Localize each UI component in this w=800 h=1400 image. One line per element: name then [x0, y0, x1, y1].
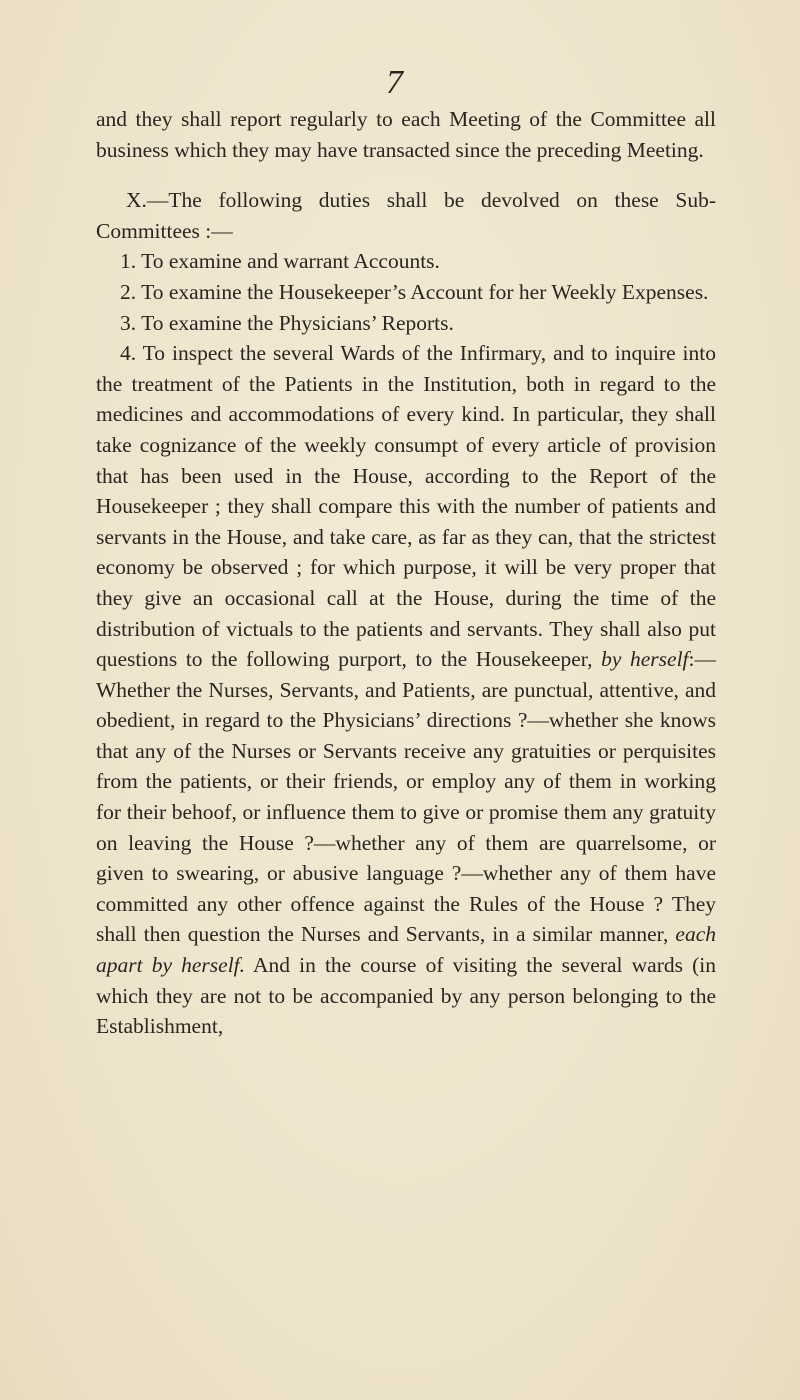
duty-item-4-text-c: And in the course of visiting the several wards (in which they are not to be accompanied by any person belonging to the Establishment, — [96, 953, 716, 1039]
duty-item-4-text-b: :—Whether the Nurses, Servants, and Patients, are punctual, attentive, and obedient, in regard to the Physicians’ directions ?—whether she knows that any of the Nurses or Servants receive any gratuities or perquisites from the patients, or their friends, or employ any of them in working for their behoof, or influence them to give or promise them any gratuity on leaving the House ?—whether any of them are quarrelsome, or given to swearing, or abusive language ?—whether any of them have committed any other offence against the Rules of the House ? They shall then question the Nurses and Servants, in a similar manner, — [96, 647, 716, 947]
duty-item-3: 3. To examine the Physicians’ Reports. — [120, 310, 454, 335]
duty-item-4-emphasis-b: each apart by herself. — [96, 922, 716, 978]
duty-item-4-emphasis-a: by herself — [601, 647, 689, 672]
paragraph-continuation: and they shall report regularly to each Meeting of the Committee all business which they may have transacted since the preceding Meeting. — [96, 107, 716, 162]
duty-item-2: 2. To examine the Housekeeper’s Account for her Weekly Expenses. — [120, 279, 709, 304]
duty-item-4-text-a: 4. To inspect the several Wards of the Infirmary, and to inquire into the treatment of the Patients in the Institution, both in regard to the medicines and accommodations of every kind. In particular, they shall take cognizance of the weekly consumpt of every article of provision that has been used in the House, according to the Report of the Housekeeper ; they shall compare this with the number of patients and servants in the House, and take care, as far as they can, that the strictest economy be observed ; for which purpose, it will be very proper that they give an occasional call at the House, during the time of the distribution of victuals to the patients and servants. They shall also put questions to the following purport, to the Housekeeper, — [96, 341, 716, 672]
body-text — [96, 104, 716, 1042]
paragraph-section-x: X.—The following duties shall be devolved on these Sub-Committees :— — [96, 188, 716, 243]
duty-item-4 — [96, 338, 716, 1042]
paragraph-gap — [96, 165, 716, 185]
duty-item-1: 1. To examine and warrant Accounts. — [120, 249, 440, 274]
page-number: 7 — [386, 64, 403, 101]
